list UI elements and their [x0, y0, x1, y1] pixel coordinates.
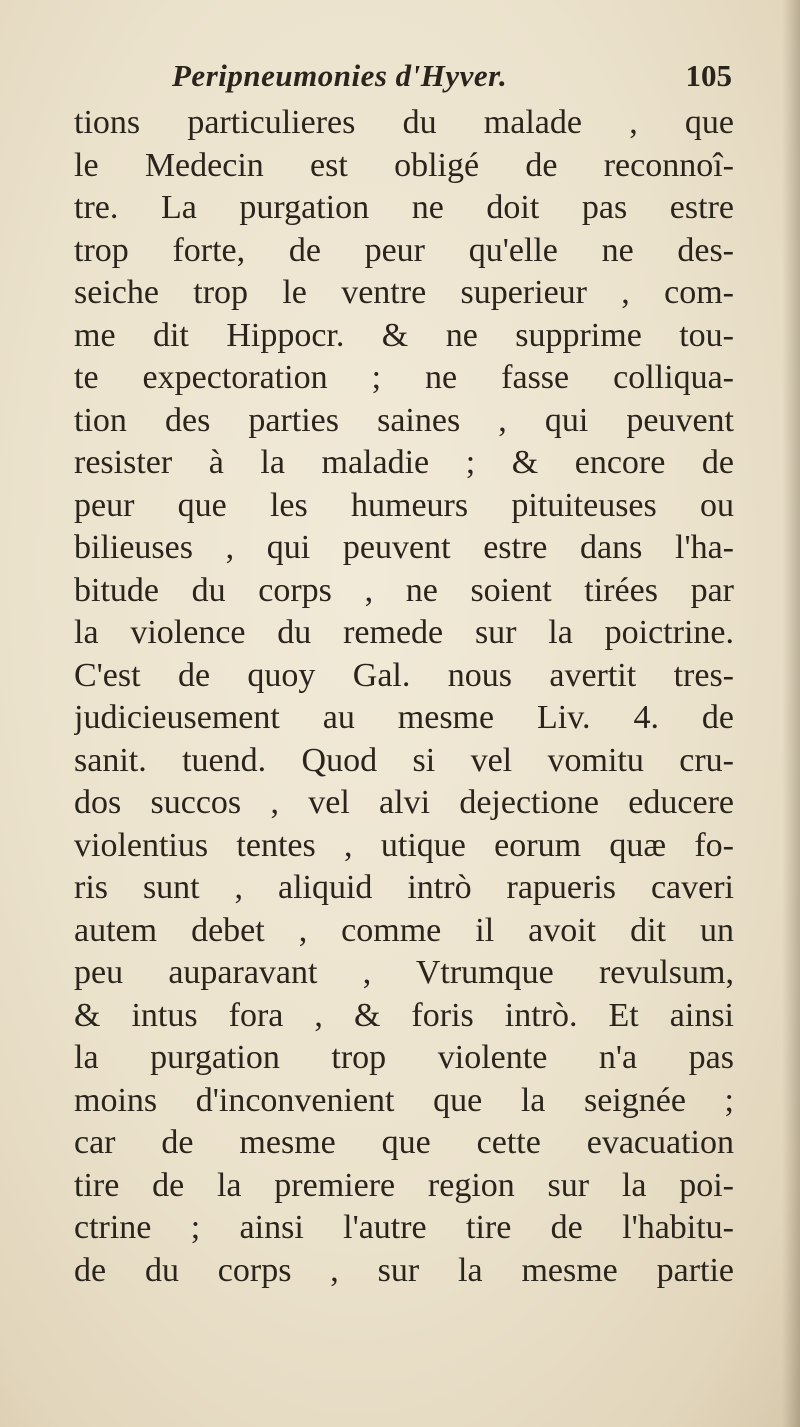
text-line: violentius tentes , utique eorum quæ fo-: [74, 826, 734, 864]
text-line: dos succos , vel alvi dejectione educere: [74, 784, 734, 821]
text-line: bitude du corps , ne soient tirées par: [74, 571, 734, 609]
text-line: sanit. tuend. Quod si vel vomitu cru-: [74, 741, 734, 779]
text-line: C'est de quoy Gal. nous avertit tres-: [74, 656, 734, 694]
page-edge-shadow: [782, 0, 800, 1427]
text-line: ctrine ; ainsi l'autre tire de l'habitu-: [74, 1209, 734, 1246]
text-line: tre. La purgation ne doit pas estre: [74, 189, 734, 226]
text-line: la violence du remede sur la poictrine.: [74, 614, 734, 651]
text-line: tion des parties saines , qui peuvent: [74, 401, 734, 439]
text-line: me dit Hippocr. & ne supprime tou-: [74, 316, 734, 354]
page-number: 105: [685, 58, 732, 93]
text-line: te expectoration ; ne fasse colliqua-: [74, 359, 734, 396]
text-line: & intus fora , & foris intrò. Et ainsi: [74, 996, 734, 1034]
text-line: car de mesme que cette evacuation: [74, 1124, 734, 1161]
text-line: resister à la maladie ; & encore de: [74, 444, 734, 481]
text-line: tire de la premiere region sur la poi-: [74, 1166, 734, 1204]
text-line: ris sunt , aliquid intrò rapueris caveri: [74, 869, 734, 906]
page-header: [172, 58, 732, 98]
text-line: peur que les humeurs pituiteuses ou: [74, 486, 734, 524]
text-line: tions particulieres du malade , que: [74, 104, 734, 141]
text-line: la purgation trop violente n'a pas: [74, 1039, 734, 1076]
text-line: moins d'inconvenient que la seignée ;: [74, 1081, 734, 1119]
text-line: le Medecin est obligé de reconnoî-: [74, 146, 734, 184]
text-line: bilieuses , qui peuvent estre dans l'ha-: [74, 529, 734, 566]
text-line: de du corps , sur la mesme partie: [74, 1251, 734, 1289]
text-line: peu auparavant , Vtrumque revulsum,: [74, 954, 734, 991]
text-line: seiche trop le ventre superieur , com-: [74, 274, 734, 311]
text-line: trop forte, de peur qu'elle ne des-: [74, 231, 734, 269]
text-line: judicieusement au mesme Liv. 4. de: [74, 699, 734, 736]
running-title: Peripneumonies d'Hyver.: [172, 58, 508, 93]
body-text: [74, 102, 734, 1292]
text-line: autem debet , comme il avoit dit un: [74, 911, 734, 949]
